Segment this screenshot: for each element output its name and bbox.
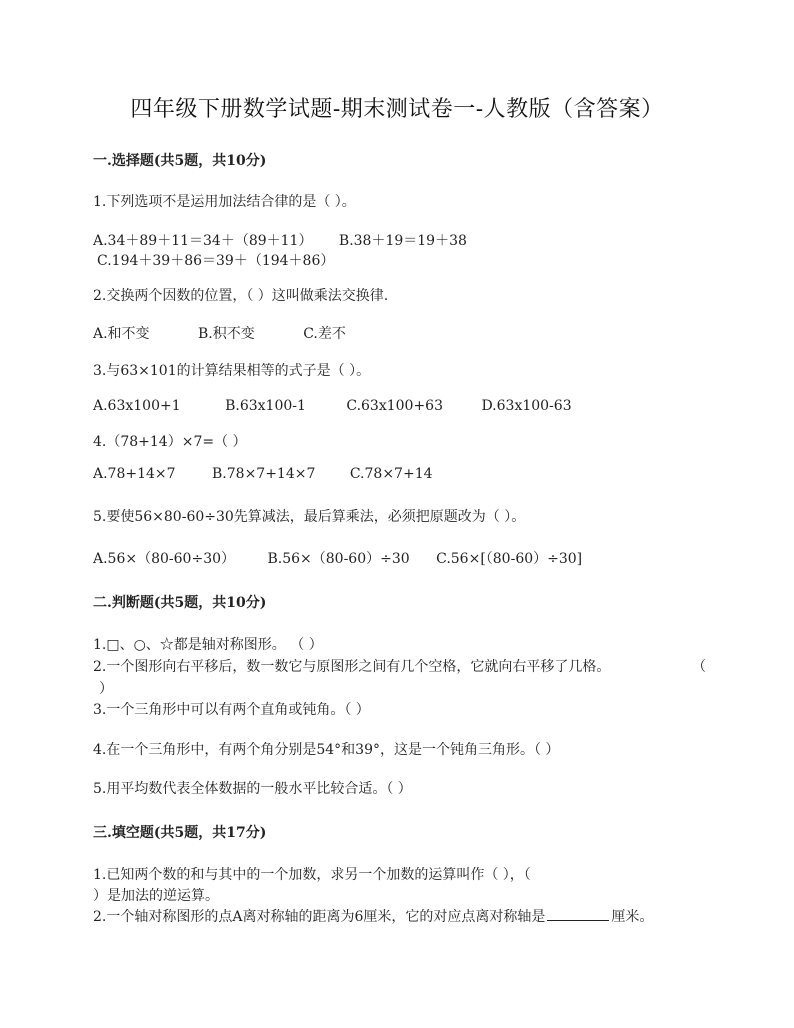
fill-item [93, 906, 653, 926]
answer-paren-open: （ [692, 659, 706, 675]
answer-blank[interactable] [547, 906, 609, 921]
option-c: C.差不 [303, 326, 346, 342]
judgement-item: 5.用平均数代表全体数据的一般水平比较合适。（ ） [93, 781, 412, 797]
option-a: A.56×（80-60÷30） [93, 551, 236, 567]
options-row [93, 548, 582, 568]
option-c: C.194＋39＋86＝39＋（194＋86） [97, 253, 335, 269]
section-heading-choice: 一.选择题(共5题，共10分) [93, 153, 267, 169]
question-stem: 5.要使56×80-60÷30先算减法，最后算乘法，必须把原题改为（ ）。 [93, 509, 526, 525]
option-a: A.78+14×7 [93, 466, 176, 482]
section-heading-judgement: 二.判断题(共5题，共10分) [93, 595, 267, 611]
option-b: B.78×7+14×7 [212, 466, 316, 482]
question-stem: 4.（78+14）×7=（ ） [93, 434, 247, 450]
option-c: C.63x100+63 [346, 398, 443, 414]
question-stem: 3.与63×101的计算结果相等的式子是（ ）。 [93, 363, 371, 379]
option-d: D.63x100-63 [481, 398, 572, 414]
fill-item-text: 2.一个轴对称图形的点A离对称轴的距离为6厘米，它的对应点离对称轴是 [93, 909, 546, 925]
option-b: B.63x100-1 [225, 398, 306, 414]
option-a: A.34＋89＋11＝34＋（89＋11） [93, 233, 313, 249]
fill-item-unit: 厘米。 [611, 909, 654, 925]
answer-paren-close: ） [99, 681, 113, 697]
page-title: 四年级下册数学试题-期末测试卷一-人教版（含答案） [130, 97, 664, 122]
option-b: B.积不变 [198, 326, 255, 342]
section-heading-fill-blank: 三.填空题(共5题，共17分) [93, 825, 267, 841]
judgement-item: 4.在一个三角形中，有两个角分别是54°和39°，这是一个钝角三角形。（ ） [93, 742, 560, 758]
fill-item-line2: ）是加法的逆运算。 [93, 888, 219, 904]
options-row [93, 466, 433, 482]
question-stem: 2.交换两个因数的位置，（ ）这叫做乘法交换律. [93, 288, 389, 304]
option-b: B.38＋19＝19＋38 [338, 233, 467, 249]
judgement-item: 3.一个三角形中可以有两个直角或钝角。（ ） [93, 702, 370, 718]
question-stem: 1.下列选项不是运用加法结合律的是（ ）。 [93, 194, 356, 210]
options-row [93, 398, 572, 414]
option-c: C.56×[（80-60）÷30] [436, 551, 583, 567]
options-row [93, 323, 346, 343]
fill-item-line1: 1.已知两个数的和与其中的一个加数，求另一个加数的运算叫作（ ），（ [93, 867, 531, 883]
option-a: A.63x100+1 [93, 398, 181, 414]
judgement-item: 1.□、○、☆都是轴对称图形。 （ ） [93, 637, 323, 653]
judgement-item: 2.一个图形向右平移后，数一数它与原图形之间有几个空格，它就向右平移了几格。 [93, 659, 611, 675]
options-row [93, 230, 467, 250]
option-a: A.和不变 [93, 326, 150, 342]
option-c: C.78×7+14 [349, 466, 433, 482]
option-b: B.56×（80-60）÷30 [267, 551, 410, 567]
